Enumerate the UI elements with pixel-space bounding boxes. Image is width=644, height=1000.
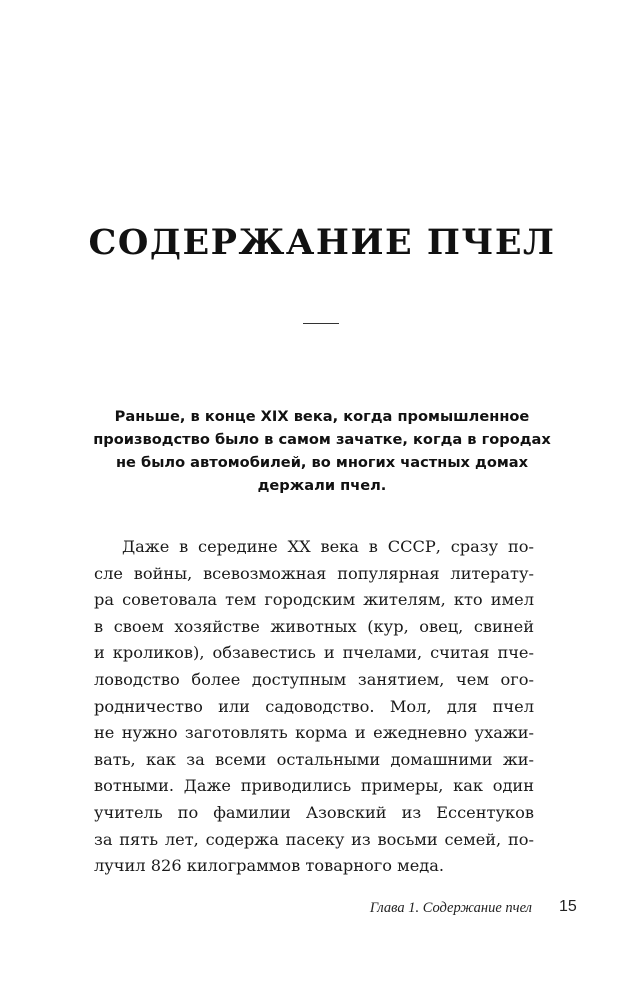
chapter-title: СОДЕРЖАНИЕ ПЧЕЛ: [88, 222, 556, 263]
lead-paragraph: [90, 405, 554, 497]
lead-line: Раньше, в конце XIX века, когда промышленное: [114, 408, 530, 425]
body-paragraph: [94, 534, 534, 880]
body-line: ра советовала тем городским жителям, кто имел: [94, 590, 534, 610]
body-line: вать, как за всеми остальными домашними жи-: [94, 749, 534, 769]
body-line: в своем хозяйстве животных (кур, овец, свиней: [94, 616, 534, 636]
body-line: ловодство более доступным занятием, чем ого-: [94, 669, 534, 689]
body-line: сле войны, всевозможная популярная литерату-: [94, 563, 534, 583]
body-line: не нужно заготовлять корма и ежедневно ухажи-: [94, 723, 534, 743]
body-line: родничество или садоводство. Мол, для пчел: [94, 696, 534, 716]
body-line: учитель по фамилии Азовский из Ессентуков: [94, 802, 534, 822]
lead-line: держали пчел.: [257, 477, 387, 494]
body-line: Даже в середине XX века в СССР, сразу по-: [122, 537, 534, 556]
page-footer: [0, 897, 644, 921]
lead-line: производство было в самом зачатке, когда в городах: [93, 431, 551, 448]
body-line: за пять лет, содержа пасеку из восьми семей, по-: [94, 829, 534, 849]
body-line: вотными. Даже приводились примеры, как один: [94, 776, 534, 796]
body-line: лучил 826 килограммов товарного меда.: [94, 856, 445, 876]
page-number: 15: [559, 898, 577, 915]
running-head: Глава 1. Содержание пчел: [369, 900, 532, 916]
body-line: и кроликов), обзавестись и пчелами, считая пче-: [94, 643, 534, 663]
lead-line: не было автомобилей, во многих частных домах: [115, 454, 529, 471]
title-divider: [303, 323, 339, 324]
